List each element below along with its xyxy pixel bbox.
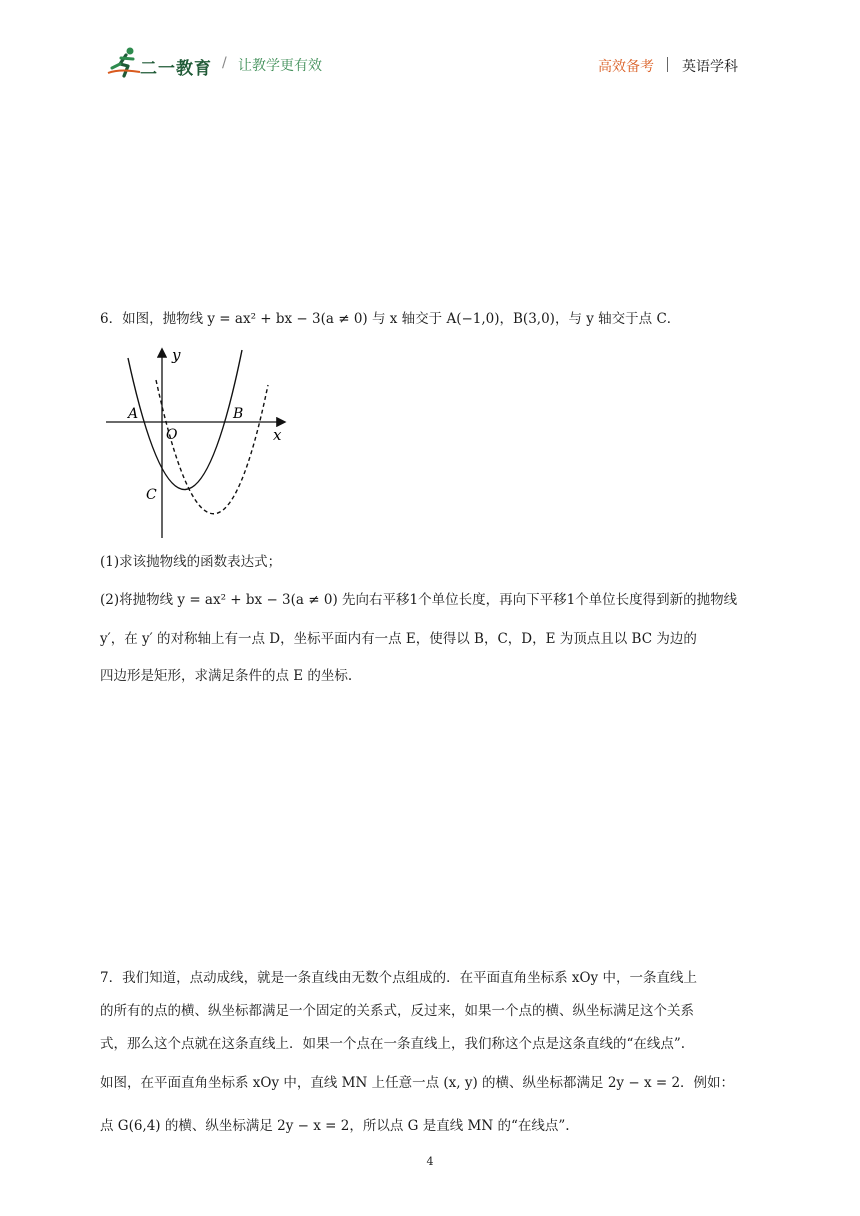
logo-text: 二一教育: [140, 59, 212, 79]
label-y: y: [172, 346, 181, 364]
q7-line2: 的所有的点的横、纵坐标都满足一个固定的关系式，反过来，如果一个点的横、纵坐标满足这个关系: [100, 1003, 694, 1019]
header-slogan: 让教学更有效: [238, 58, 322, 74]
label-x: x: [273, 426, 282, 444]
q6-part1: (1)求该抛物线的函数表达式；: [100, 554, 282, 570]
label-b: B: [233, 406, 244, 422]
page-number: 4: [426, 1155, 434, 1168]
q6-part2-line2: y′，在 y′ 的对称轴上有一点 D，坐标平面内有一点 E，使得以 B，C，D，E 为顶点且以 BC 为边的: [100, 631, 697, 647]
q6-part2-line3: 四边形是矩形，求满足条件的点 E 的坐标.: [100, 668, 353, 684]
runner-logo-icon: [106, 46, 142, 78]
q7-line4: 如图，在平面直角坐标系 xOy 中，直线 MN 上任意一点 (x, y) 的横、纵坐标都满足 2y − x = 2．例如：: [100, 1075, 735, 1091]
q6-stem: 6．如图，抛物线 y = ax² + bx − 3(a ≠ 0) 与 x 轴交于 A(−1,0)，B(3,0)，与 y 轴交于点 C．: [100, 311, 681, 327]
header-exam-label: 高效备考: [598, 59, 654, 75]
header-subject: 英语学科: [682, 59, 738, 75]
q7-line5: 点 G(6,4) 的横、纵坐标满足 2y − x = 2，所以点 G 是直线 MN 的“在线点”.: [100, 1118, 570, 1134]
header-divider: [667, 57, 668, 72]
label-o: O: [166, 427, 178, 443]
header-slash: /: [222, 55, 227, 71]
label-c: C: [146, 487, 157, 503]
q6-part2-line1: (2)将抛物线 y = ax² + bx − 3(a ≠ 0) 先向右平移1个单位长度，再向下平移1个单位长度得到新的抛物线: [100, 592, 738, 608]
parabola-solid: [128, 350, 242, 490]
parabola-figure: [104, 340, 294, 540]
parabola-dashed: [156, 380, 268, 514]
page-header: [0, 0, 860, 110]
logo: [106, 46, 226, 82]
label-a: A: [128, 406, 139, 422]
q7-line3: 式，那么这个点就在这条直线上．如果一个点在一条直线上，我们称这个点是这条直线的“在线点”.: [100, 1036, 686, 1052]
q7-line1: 7．我们知道，点动成线，就是一条直线由无数个点组成的．在平面直角坐标系 xOy 中，一条直线上: [100, 970, 697, 986]
